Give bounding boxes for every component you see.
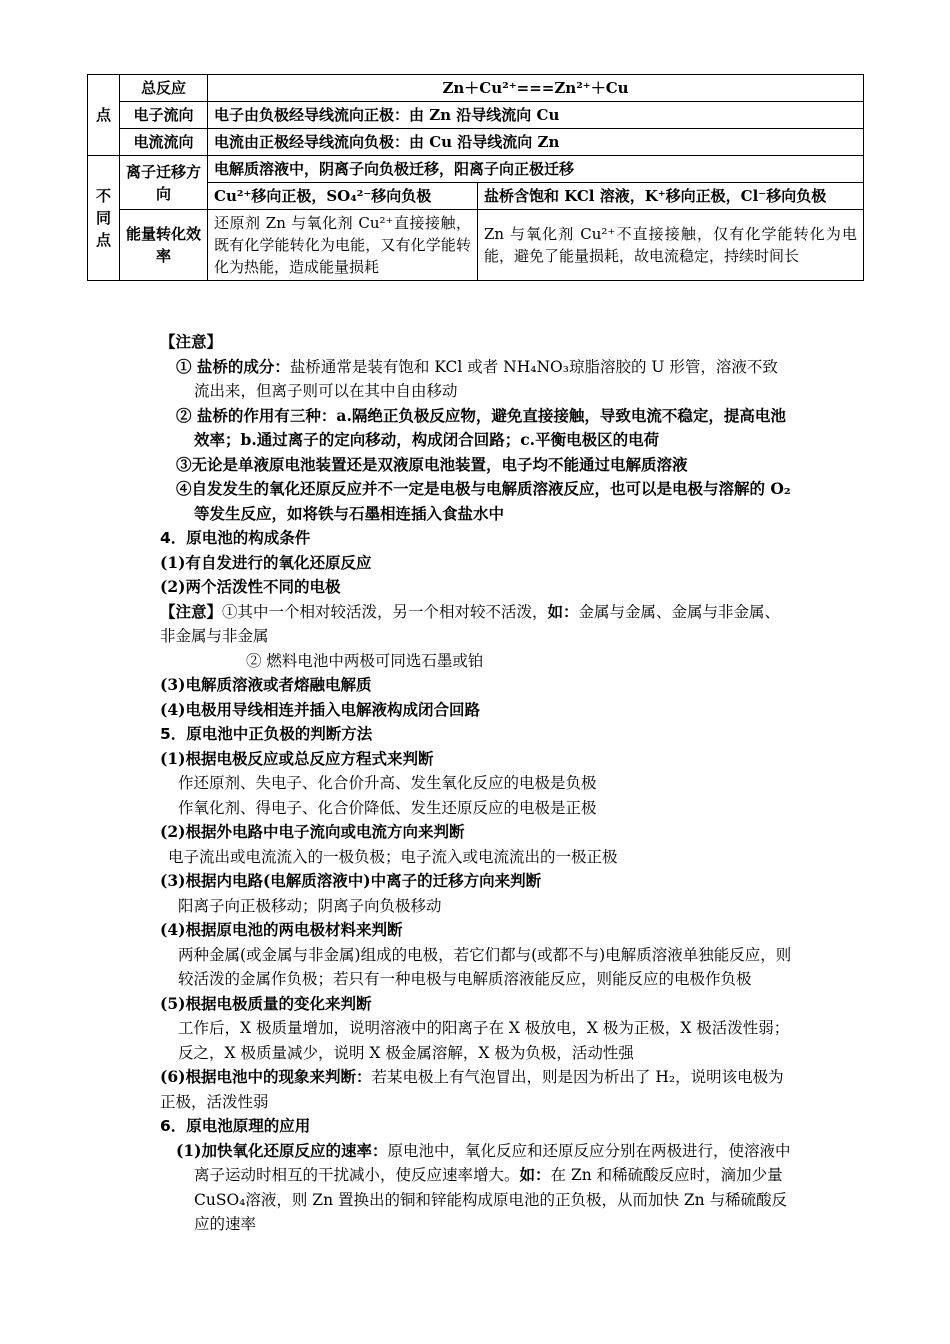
list-item [160,1065,792,1114]
group-label-diff: 不同点 [88,156,120,281]
section-title: 6．原电池原理的应用 [160,1117,311,1135]
table-row [88,210,864,281]
comparison-table [87,74,864,281]
item-lead: (1)加快氧化还原反应的速率： [176,1140,388,1160]
list-detail: 作氧化剂、得电子、化合价降低、发生还原反应的电极是正极 [178,798,597,817]
section-title: 5．原电池中正负极的判断方法 [160,725,373,743]
group-label-same: 点 [88,75,120,156]
item-text: 在 Zn 和稀硫酸反应时，滴加少量 CuSO₄溶液，则 Zn 置换出的铜和锌能构成原电池的正负极，从而加快 Zn 与稀硫酸反应的速率 [194,1166,788,1233]
list-item: (1)根据电极反应或总反应方程式来判断 [160,748,434,768]
list-item: (3)电解质溶液或者熔融电解质 [160,675,372,694]
note-item: ② 燃料电池中两极可同选石墨或铂 [246,651,484,670]
note-item: ② 盐桥的作用有三种：a.隔绝正负极反应物，避免直接接触，导致电流不稳定，提高电池效率；b.通过离子的定向移动，构成闭合回路；c.平衡电极区的电荷 [176,405,786,449]
note-item [160,355,792,404]
row-label: 电流流向 [120,129,208,156]
list-detail: 工作后，X 极质量增加，说明溶液中的阳离子在 X 极放电，X 极为正极，X 极活泼性弱；反之，X 极质量减少，说明 X 极金属溶解，X 极为负极，活动性强 [178,1019,790,1062]
table-row [88,129,864,156]
list-item: (4)根据原电池的两电极材料来判断 [160,920,403,939]
notes-heading: 【注意】 [160,332,223,351]
list-item: (3)根据内电路(电解质溶液中)中离子的迁移方向来判断 [160,871,542,890]
note-text: 金属与金属、金属与非金属、非金属与非金属 [160,602,781,645]
table-cell: 电流由正极经导线流向负极：由 Cu 沿导线流向 Zn [208,129,864,156]
table-cell: 电子由负极经导线流向正极：由 Zn 沿导线流向 Cu [208,102,864,129]
table-cell: Zn＋Cu²⁺===Zn²⁺＋Cu [208,75,864,102]
note-item: ③无论是单液原电池装置还是双液原电池装置，电子均不能通过电解质溶液 [176,454,688,474]
item-text: 原电池中，氧化反应和还原反应分别在两极进行，使溶液中离子运动时相互的干扰减小，使反应速率增大。 [194,1141,791,1184]
note-item [160,600,792,649]
item-text: 若某电极上有气泡冒出，则是因为析出了 H₂，说明该电极为正极，活泼性弱 [160,1068,784,1111]
list-item: (2)两个活泼性不同的电极 [160,577,341,596]
example-label: 如： [519,1165,551,1184]
note-text: ①其中一个相对较活泼，另一个相对较不活泼， [222,602,548,621]
list-detail: 电子流出或电流流入的一极负极；电子流入或电流流出的一极正极 [168,847,618,866]
table-cell: 盐桥含饱和 KCl 溶液，K⁺移向正极，Cl⁻移向负极 [478,183,864,210]
list-item [160,1139,792,1237]
section-title: 4．原电池的构成条件 [160,529,311,547]
table-cell: Zn 与氧化剂 Cu²⁺不直接接触，仅有化学能转化为电能，避免了能量损耗，故电流稳定，持续时间长 [478,210,864,281]
table-cell: 电解质溶液中，阴离子向负极迁移，阳离子向正极迁移 [208,156,864,183]
list-detail: 阳离子向正极移动；阴离子向负极移动 [178,896,442,915]
row-label: 离子迁移方向 [120,156,208,210]
note-item: ④自发发生的氧化还原反应并不一定是电极与电解质溶液反应，也可以是电极与溶解的 O₂等发生反应，如将铁与石墨相连插入食盐水中 [176,479,791,523]
table-cell: 还原剂 Zn 与氧化剂 Cu²⁺直接接触，既有化学能转化为电能，又有化学能转化为热能，造成能量损耗 [208,210,478,281]
list-detail: 作还原剂、失电子、化合价升高、发生氧化反应的电极是负极 [178,774,597,792]
body-text [160,330,792,1237]
list-item: (4)电极用导线相连并插入电解液构成闭合回路 [160,699,480,719]
table-row [88,75,864,102]
table-cell: Cu²⁺移向正极，SO₄²⁻移向负极 [208,183,478,210]
list-item: (2)根据外电路中电子流向或电流方向来判断 [160,822,465,841]
note-lead: ① 盐桥的成分： [176,356,290,376]
row-label: 电子流向 [120,102,208,129]
list-item: (1)有自发进行的氧化还原反应 [160,552,372,572]
item-lead: (6)根据电池中的现象来判断： [160,1067,372,1086]
example-label: 如： [547,601,579,621]
note-text: 盐桥通常是装有饱和 KCl 或者 NH₄NO₃琼脂溶胶的 U 形管，溶液不致流出来，但离子则可以在其中自由移动 [194,357,778,400]
row-label: 总反应 [120,75,208,102]
table-row [88,102,864,129]
list-detail: 两种金属(或金属与非金属)组成的电极，若它们都与(或都不与)电解质溶液单独能反应，则较活泼的金属作负极；若只有一种电极与电解质溶液能反应，则能反应的电极作负极 [178,945,792,988]
note-lead: 【注意】 [160,601,223,621]
table-row [88,156,864,183]
list-item: (5)根据电极质量的变化来判断 [160,993,372,1013]
row-label: 能量转化效率 [120,210,208,281]
